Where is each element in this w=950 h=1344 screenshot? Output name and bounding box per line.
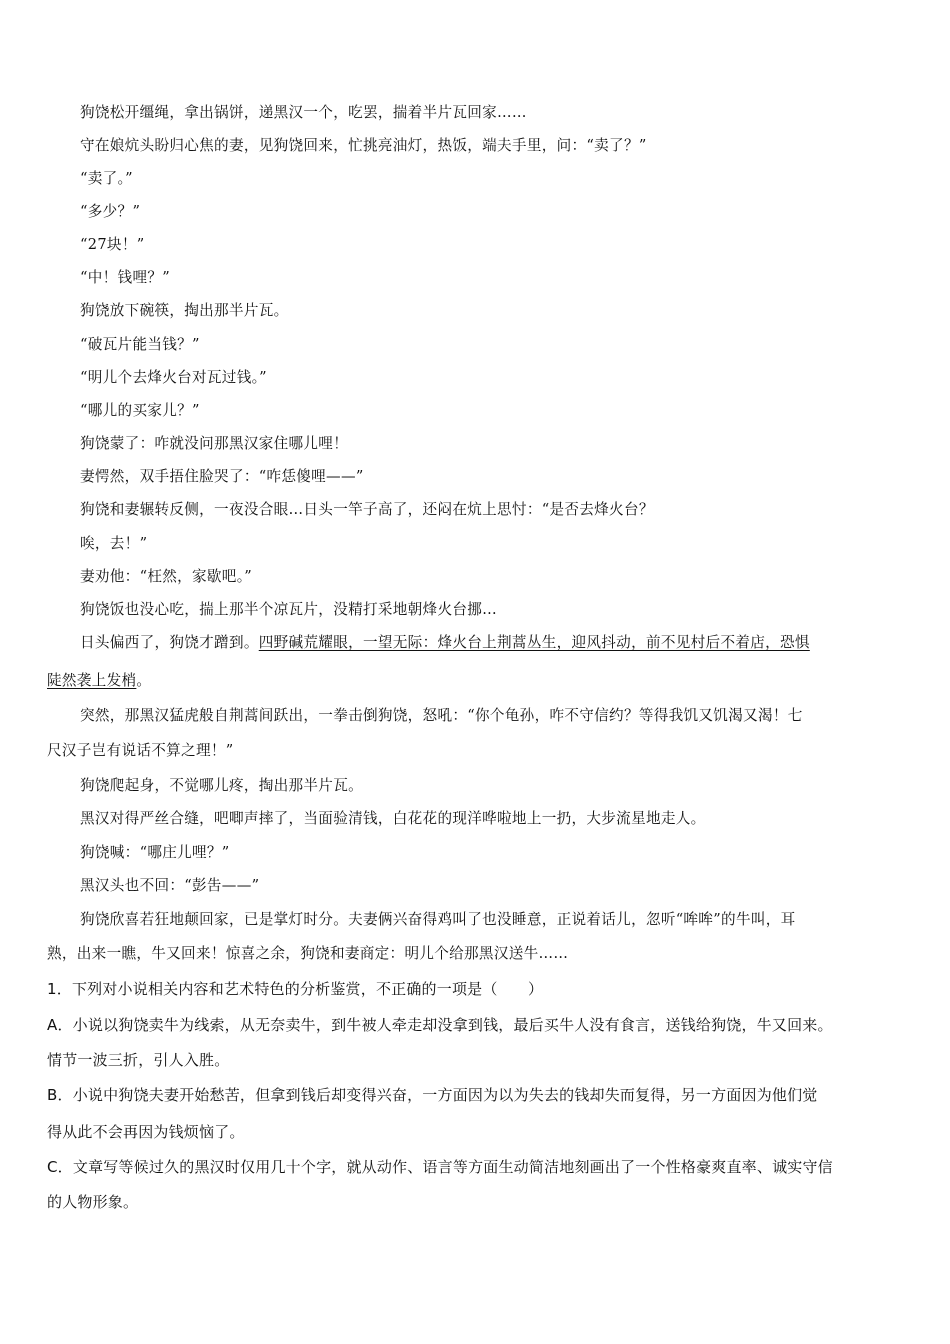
story-line: 守在娘炕头盼归心焦的妻，见狗饶回来，忙挑亮油灯，热饭，端夫手里，问：“卖了？” xyxy=(80,137,647,154)
story-line: “中！钱哩？” xyxy=(80,269,170,286)
story-line: 唉，去！” xyxy=(80,535,148,552)
story-line: “哪儿的买家儿？” xyxy=(80,402,200,419)
story-line: 狗饶放下碗筷，掏出那半片瓦。 xyxy=(80,302,289,319)
option-c: C．文章写等候过久的黑汉时仅用几十个字，就从动作、语言等方面生动简洁地刻画出了一个性格豪爽直率、诚实守信 xyxy=(47,1158,833,1176)
story-line: 狗饶喊：“哪庄儿哩？” xyxy=(80,844,230,861)
story-line: “明儿个去烽火台对瓦过钱。” xyxy=(80,369,267,386)
story-line: 突然，那黑汉猛虎般自荆蒿间跃出，一拳击倒狗饶，怒吼：“你个龟孙，咋不守信约？等得我饥又饥渴又渴！七 xyxy=(80,707,803,724)
story-line: “多少？” xyxy=(80,203,141,220)
story-line: 黑汉头也不回：“彭吿——” xyxy=(80,877,260,894)
option-b-cont: 得从此不会再因为钱烦恼了。 xyxy=(47,1123,245,1141)
option-c-cont: 的人物形象。 xyxy=(47,1193,139,1211)
story-text: 。 xyxy=(136,672,152,689)
story-line: 狗饶松开缰绳，拿出锅饼，递黑汉一个，吃罢，揣着半片瓦回家…… xyxy=(80,104,527,121)
story-line: 狗饶饭也没心吃，揣上那半个凉瓦片，没精打采地朝烽火台挪… xyxy=(80,601,498,618)
story-line: “破瓦片能当钱？” xyxy=(80,336,200,353)
story-line: 熟，出来一瞧，牛又回来！惊喜之余，狗饶和妻商定：明儿个给那黑汉送牛…… xyxy=(47,945,569,962)
story-line: “卖了。” xyxy=(80,170,133,187)
underlined-passage: 四野碱荒耀眼，一望无际：烽火台上荆蒿丛生，迎风抖动，前不见村后不着店，恐惧 xyxy=(258,634,810,651)
story-line xyxy=(47,670,151,692)
option-b: B．小说中狗饶夫妻开始愁苦，但拿到钱后却变得兴奋，一方面因为以为失去的钱却失而复得，另一方面因为他们觉 xyxy=(47,1086,818,1104)
story-line: 黑汉对得严丝合缝，吧唧声摔了，当面验清钱，白花花的现洋哗啦地上一扔，大步流星地走人。 xyxy=(80,810,706,827)
story-text: 日头偏西了，狗饶才蹭到。 xyxy=(80,634,259,651)
story-line: 妻劝他：“枉然，家歇吧。” xyxy=(80,568,253,585)
story-line: 狗饶和妻辗转反侧，一夜没合眼…日头一竿子高了，还闷在炕上思忖：“是否去烽火台？ xyxy=(80,501,654,518)
option-a: A．小说以狗饶卖牛为线索，从无奈卖牛，到牛被人牵走却没拿到钱，最后买牛人没有食言，送钱给狗饶，牛又回来。 xyxy=(47,1016,833,1034)
story-line: 狗饶欣喜若狂地颠回家，已是掌灯时分。夫妻俩兴奋得鸡叫了也没睡意，正说着话儿，忽听“哞哞”的牛叫，耳 xyxy=(80,911,796,928)
story-line xyxy=(80,632,810,654)
story-line: “27块！” xyxy=(80,236,145,253)
story-line: 狗饶爬起身，不觉哪儿疼，掏出那半片瓦。 xyxy=(80,777,363,794)
story-line: 狗饶蒙了：咋就没问那黑汉家住哪儿哩！ xyxy=(80,435,349,452)
story-line: 妻愕然，双手捂住脸哭了：“咋恁傻哩——” xyxy=(80,468,364,485)
underlined-passage: 陡然袭上发梢 xyxy=(47,672,137,689)
story-line: 尺汉子岂有说话不算之理！” xyxy=(47,742,234,759)
option-a-cont: 情节一波三折，引人入胜。 xyxy=(47,1051,230,1069)
question-stem: 1．下列对小说相关内容和艺术特色的分析鉴赏，不正确的一项是（ ） xyxy=(47,980,544,998)
